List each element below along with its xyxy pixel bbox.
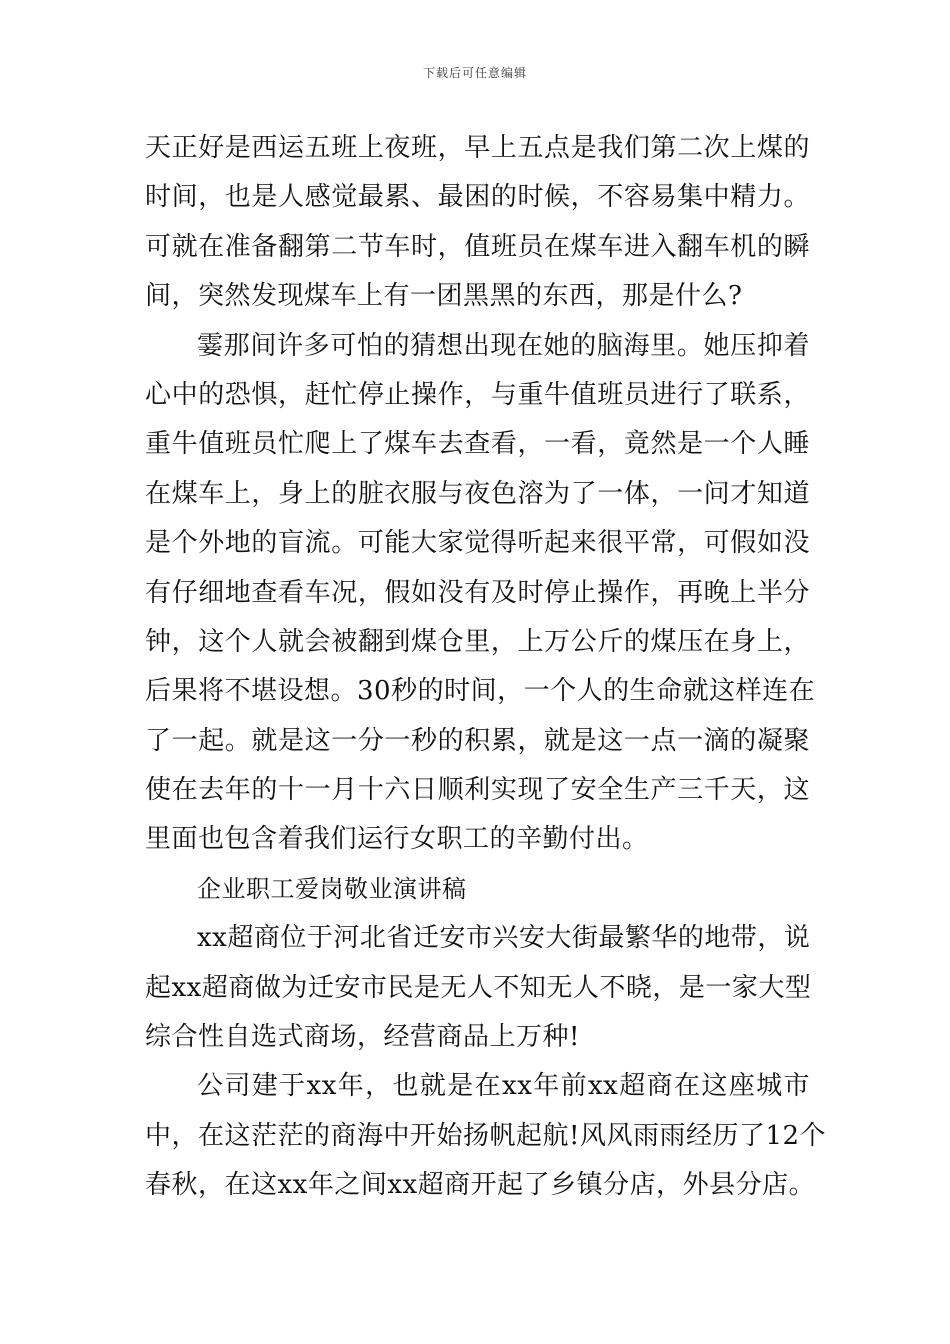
text-line: 公司建于xx年，也就是在xx年前xx超商在这座城市: [197, 1071, 810, 1102]
text-line: 天正好是西运五班上夜班，早上五点是我们第二次上煤的: [145, 133, 810, 163]
text-line: 起xx超商做为迁安市民是无人不知无人不晓，是一家大型: [145, 972, 812, 1003]
text-line: 霎那间许多可怕的猜想出现在她的脑海里。她压抑着: [197, 330, 810, 361]
text-line: 钟，这个人就会被翻到煤仓里，上万公斤的煤压在身上，: [145, 626, 810, 657]
text-line: 间，突然发现煤车上有一团黑黑的东西，那是什么?: [145, 281, 743, 312]
text-line: 在煤车上，身上的脏衣服与夜色溶为了一体，一问才知道: [145, 478, 810, 509]
text-line: 中，在这茫茫的商海中开始扬帆起航!风风雨雨经历了12个: [145, 1120, 827, 1151]
text-line: 是个外地的盲流。可能大家觉得听起来很平常，可假如没: [145, 528, 810, 559]
document-body: [145, 124, 827, 1211]
text-line: 里面也包含着我们运行女职工的辛勤付出。: [145, 824, 649, 855]
section-heading: 企业职工爱岗敬业演讲稿: [197, 874, 467, 903]
text-line: 有仔细地查看车况，假如没有及时停止操作，再晚上半分: [145, 577, 810, 608]
page-header: 下载后可任意编辑: [422, 66, 527, 80]
text-line: 后果将不堪设想。30秒的时间，一个人的生命就这样连在: [145, 676, 816, 707]
text-line: 重牛值班员忙爬上了煤车去查看，一看，竟然是一个人睡: [145, 429, 810, 460]
text-line: 了一起。就是这一分一秒的积累，就是这一点一滴的凝聚: [145, 725, 810, 756]
text-line: 春秋，在这xx年之间xx超商开起了乡镇分店，外县分店。: [145, 1170, 816, 1201]
text-line: 综合性自选式商场，经营商品上万种!: [145, 1022, 580, 1053]
text-line: 可就在准备翻第二节车时，值班员在煤车进入翻车机的瞬: [145, 231, 810, 262]
text-line: 时间，也是人感觉最累、最困的时候，不容易集中精力。: [145, 182, 810, 213]
text-line: xx超商位于河北省迁安市兴安大街最繁华的地带，说: [197, 923, 811, 954]
text-line: 心中的恐惧，赶忙停止操作，与重牛值班员进行了联系，: [145, 379, 810, 410]
text-line: 使在去年的十一月十六日顺利实现了安全生产三千天，这: [145, 775, 810, 806]
